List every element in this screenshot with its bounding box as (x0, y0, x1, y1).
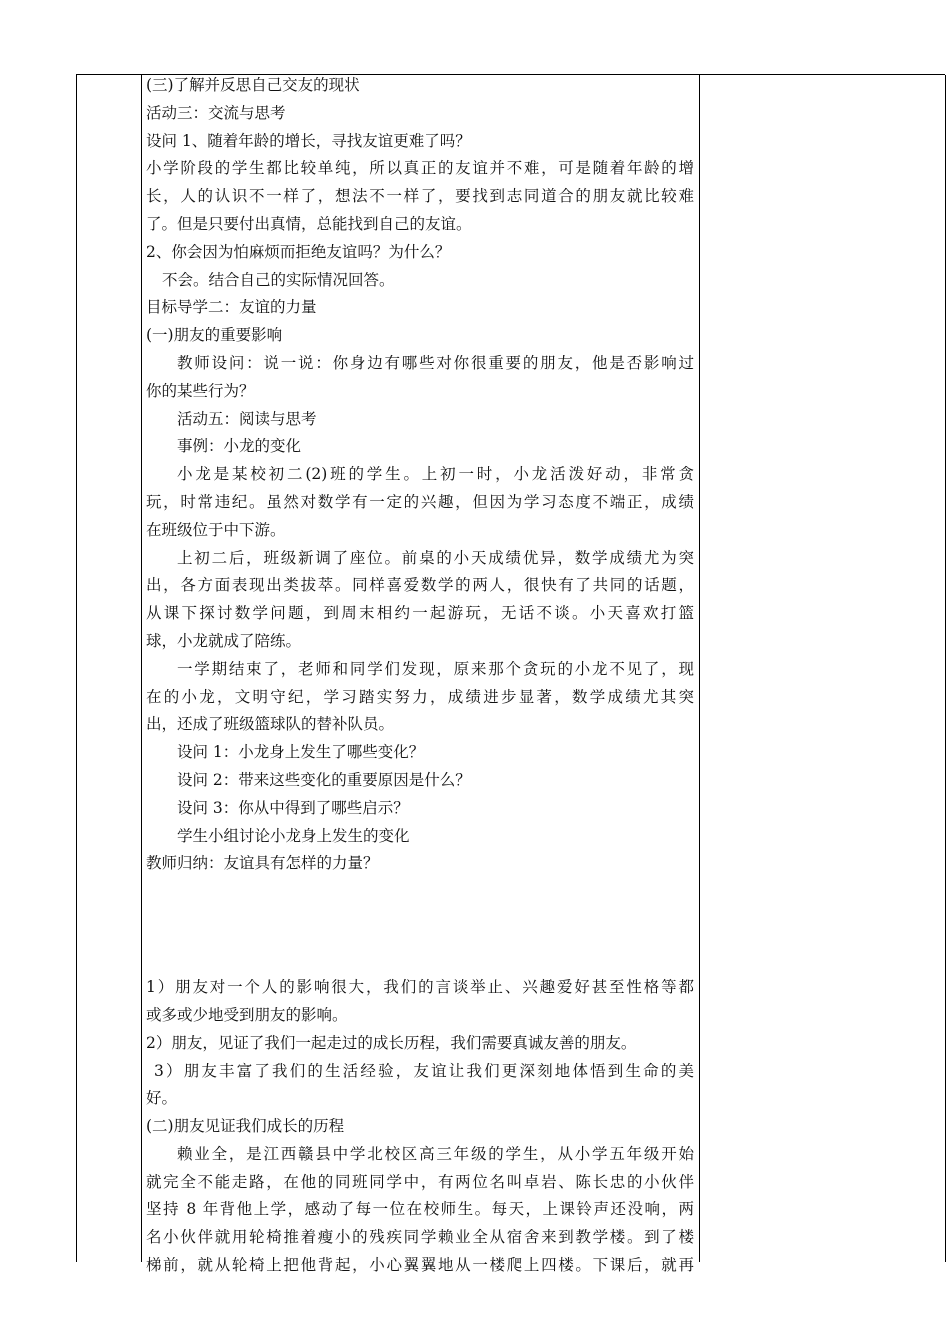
lesson-content (146, 72, 694, 1280)
question-line: 2、你会因为怕麻烦而拒绝友谊吗？为什么？ (146, 242, 451, 261)
text-line: 2）朋友，见证了我们一起走过的成长历程，我们需要真诚友善的朋友。 (146, 1033, 637, 1052)
text-line: 一学期结束了，老师和同学们发现，原来那个贪玩的小龙不见了，现 (177, 659, 694, 678)
example-title: 事例：小龙的变化 (177, 437, 302, 456)
text-line: 坚持 8 年背他上学，感动了每一位在校师生。每天，上课铃声还没响，两 (146, 1200, 694, 1219)
table-column-left (77, 75, 142, 1262)
question-line: 设问 1：小龙身上发生了哪些变化？ (177, 743, 425, 762)
text-line: 在的小龙，文明守纪，学习踏实努力，成绩进步显著，数学成绩尤其突 (146, 687, 694, 706)
text-line: 玩，时常违纪。虽然对数学有一定的兴趣，但因为学习态度不端正，成绩 (146, 492, 694, 511)
text-line: 出，各方面表现出类拔萃。同样喜爱数学的两人，很快有了共同的话题， (146, 576, 694, 595)
text-line: 了。但是只要付出真情，总能找到自己的友谊。 (146, 214, 472, 233)
text-line: 上初二后，班级新调了座位。前桌的小天成绩优异，数学成绩尤为突 (177, 548, 694, 567)
text-line: 梯前，就从轮椅上把他背起，小心翼翼地从一楼爬上四楼。下课后，就再 (146, 1256, 694, 1275)
text-line: 好。 (146, 1089, 178, 1108)
section-heading: 目标导学二：友谊的力量 (146, 298, 317, 317)
text-line: 从课下探讨数学问题，到周末相约一起游玩，无话不谈。小天喜欢打篮 (146, 604, 694, 623)
question-line: 设问 3：你从中得到了哪些启示？ (177, 798, 409, 817)
activity-title: 活动三：交流与思考 (146, 103, 286, 122)
section-heading: (一)朋友的重要影响 (146, 326, 283, 345)
text-line: 长，人的认识不一样了，想法不一样了，要找到志同道合的朋友就比较难 (146, 187, 694, 206)
section-heading: (三)了解并反思自己交友的现状 (146, 76, 360, 94)
text-line: 出，还成了班级篮球队的替补队员。 (146, 715, 395, 734)
text-line: 在班级位于中下游。 (146, 520, 286, 539)
text-line: 你的某些行为？ (146, 381, 255, 400)
text-line: 小龙是某校初二(2)班的学生。上初一时，小龙活泼好动，非常贪 (177, 465, 694, 484)
activity-title: 活动五：阅读与思考 (177, 409, 317, 428)
text-line: 名小伙伴就用轮椅推着瘦小的残疾同学赖业全从宿舍来到教学楼。到了楼 (146, 1228, 694, 1247)
blank-space (146, 878, 694, 974)
text-line: 或多或少地受到朋友的影响。 (146, 1005, 348, 1024)
question-line: 设问 1、随着年龄的增长，寻找友谊更难了吗？ (146, 131, 471, 150)
question-line: 设问 2：带来这些变化的重要原因是什么？ (177, 770, 471, 789)
text-line: 1）朋友对一个人的影响很大，我们的言谈举止、兴趣爱好甚至性格等都 (146, 978, 694, 997)
section-heading: (二)朋友见证我们成长的历程 (146, 1117, 345, 1136)
table-column-notes (699, 75, 946, 1262)
text-line: 不会。结合自己的实际情况回答。 (162, 270, 395, 289)
text-line: 教师设问：说一说：你身边有哪些对你很重要的朋友，他是否影响过 (177, 353, 694, 372)
text-line: 小学阶段的学生都比较单纯，所以真正的友谊并不难，可是随着年龄的增 (146, 159, 694, 178)
text-line: 球，小龙就成了陪练。 (146, 631, 302, 650)
text-line: 赖业全，是江西赣县中学北校区高三年级的学生，从小学五年级开始 (177, 1144, 694, 1163)
text-line: 就完全不能走路，在他的同班同学中，有两位名叫卓岩、陈长忠的小伙伴 (146, 1172, 694, 1191)
text-line: 3）朋友丰富了我们的生活经验，友谊让我们更深刻地体悟到生命的美 (154, 1061, 694, 1080)
text-line: 教师归纳：友谊具有怎样的力量？ (146, 854, 379, 873)
text-line: 学生小组讨论小龙身上发生的变化 (177, 826, 410, 845)
